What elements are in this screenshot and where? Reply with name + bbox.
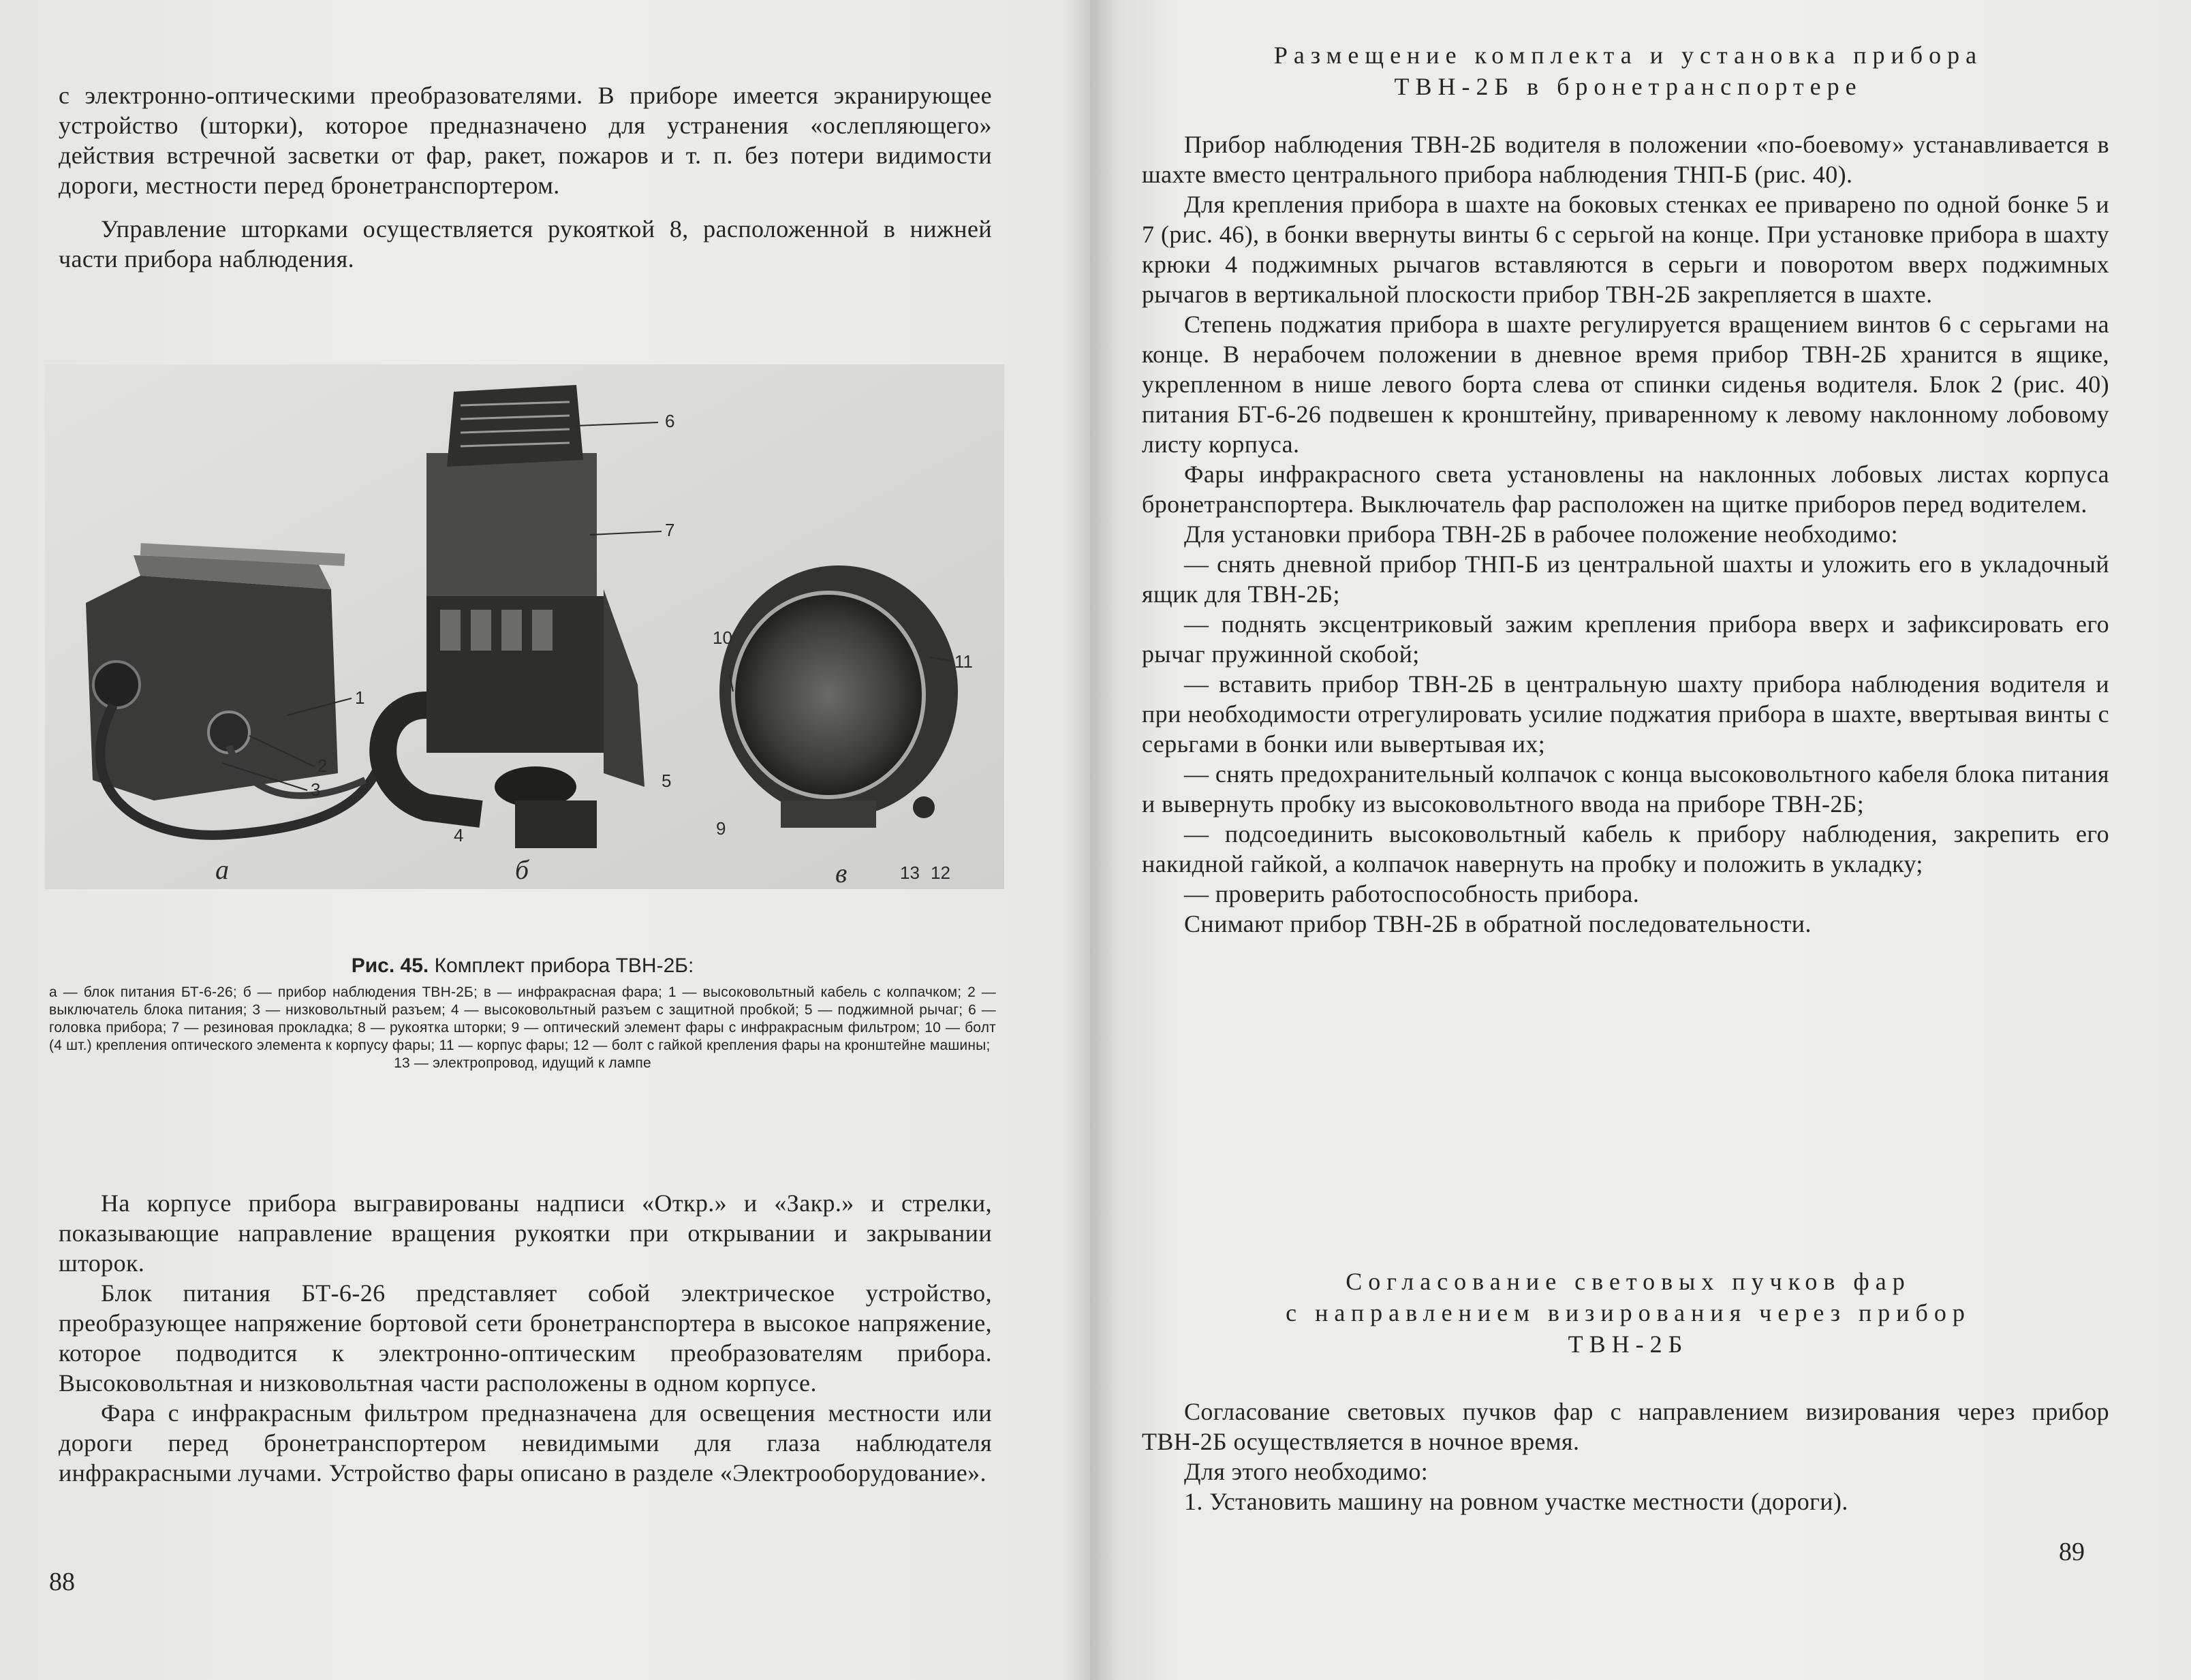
- page-number-left: 88: [49, 1568, 75, 1596]
- caption-last-line: 13 — электропровод, идущий к лампе: [394, 1055, 651, 1071]
- figure-caption: [49, 954, 996, 1072]
- caption-body: [49, 984, 996, 1072]
- left-text-bottom: [59, 1188, 992, 1488]
- callout-2: 2: [317, 756, 328, 776]
- paragraph: Для этого необходимо:: [1184, 1458, 1429, 1485]
- list-item: — подсоединить высоковольтный кабель к прибору наблюдения, закрепить его накидной гайкой, а колпачок навернуть на пробку и положить в укладку;: [1142, 820, 2109, 877]
- list-item: — проверить работоспособность прибора.: [1184, 880, 1640, 907]
- caption-prefix: Рис. 45.: [351, 954, 429, 977]
- figure-45-photo: [45, 364, 1004, 889]
- figure-illustration: [45, 364, 1004, 889]
- caption-title: [49, 954, 996, 978]
- paragraph: 1. Установить машину на ровном участке местности (дороги).: [1184, 1488, 1848, 1515]
- callout-7: 7: [665, 520, 675, 540]
- list-item: — вставить прибор ТВН-2Б в центральную шахту прибора наблюдения водителя и при необходимости отрегулировать усилие поджатия прибора в шахте, ввертывая винты с серьгами в бонки или вывертывая их;: [1142, 670, 2109, 758]
- section-heading-line: ТВН-2Б: [1568, 1331, 1689, 1358]
- paragraph: Для установки прибора ТВН-2Б в рабочее положение необходимо:: [1184, 520, 1899, 548]
- right-text-2: [1142, 1397, 2109, 1516]
- callout-11: 11: [954, 651, 973, 672]
- caption-body-text: а — блок питания БТ-6-26; б — прибор наблюдения ТВН-2Б; в — инфракрасная фара; 1 — высоковольтный кабель с колпачком; 2 — выключатель блока питания; 3 — низковольтный разъем; 4 — высоковольтный разъем с защитной пробкой; 5 — поджимной рычаг; 6 — головка прибора; 7 — резиновая прокладка; 8 — рукоятка шторки; 9 — оптический элемент фары с инфракрасным фильтром; 10 — болт (4 шт.) крепления оптического элемента к корпусу фары; 11 — корпус фары; 12 — болт с гайкой крепления фары на кронштейне машины;: [49, 984, 996, 1053]
- callout-1: 1: [355, 687, 365, 708]
- paragraph: Согласование световых пучков фар с направлением визирования через прибор ТВН-2Б осуществляется в ночное время.: [1142, 1398, 2109, 1455]
- left-page: [0, 0, 1090, 1680]
- callout-9: 9: [716, 818, 726, 839]
- section-heading-line: с направлением визирования через прибор: [1286, 1299, 1971, 1326]
- right-text-1: [1142, 129, 2109, 939]
- paragraph: Блок питания БТ-6-26 представляет собой электрическое устройство, преобразующее напряжение бортовой сети бронетранспортера в высокое напряжение, которое подводится к электронно-оптическим преобразователям прибора. Высоковольтная и низковольтная части расположены в одном корпусе.: [59, 1279, 992, 1397]
- callout-12: 12: [931, 862, 950, 883]
- paragraph: Степень поджатия прибора в шахте регулируется вращением винтов 6 с серьгами на конце. В нерабочем положении в дневное время прибор ТВН-2Б хранится в ящике, укрепленном в нише левого борта слева от спинки сиденья водителя. Блок 2 (рис. 40) питания БТ-6-26 подвешен к кронштейну, приваренному к левому наклонному лобовому листу корпуса.: [1142, 311, 2109, 458]
- paragraph: с электронно-оптическими преобразователями. В приборе имеется экранирующее устройство (шторки), которое предназначено для устранения «ослепляющего» действия встречной засветки от фар, ракет, пожаров и т. п. без потери видимости дороги, местности перед бронетранспортером.: [59, 82, 992, 199]
- list-item: — снять предохранительный колпачок с конца высоковольтного кабеля блока питания и вывернуть пробку из высоковольтного ввода на приборе ТВН-2Б;: [1142, 760, 2109, 818]
- paragraph: На корпусе прибора выгравированы надписи «Откр.» и «Закр.» и стрелки, показывающие направление вращения рукоятки при открывании и закрывании шторок.: [59, 1189, 992, 1277]
- left-text-top: [59, 80, 992, 274]
- right-page: [1090, 0, 2191, 1680]
- caption-title-text: Комплект прибора ТВН-2Б:: [434, 954, 694, 977]
- callout-5: 5: [662, 771, 672, 791]
- book-gutter-shadow: [1063, 0, 1117, 1680]
- sublabel-a: а: [215, 854, 229, 885]
- callout-13: 13: [900, 862, 920, 883]
- callout-10: 10: [713, 627, 732, 648]
- paragraph: Фары инфракрасного света установлены на наклонных лобовых листах корпуса бронетранспортера. Выключатель фар расположен на щитке приборов перед водителем.: [1142, 461, 2109, 518]
- paragraph: Для крепления прибора в шахте на боковых стенках ее приварено по одной бонке 5 и 7 (рис. 46), в бонки ввернуты винты 6 с серьгой на конце. При установке прибора в шахту крюки 4 поджимных рычагов вставляются в серьги и поворотом вверх поджимных рычагов в вертикальной плоскости прибор ТВН-2Б закрепляется в шахте.: [1142, 191, 2109, 308]
- sublabel-v: в: [835, 858, 848, 888]
- section-heading-line: Размещение комплекта и установка прибора: [1273, 42, 1983, 69]
- paragraph: Фара с инфракрасным фильтром предназначена для освещения местности или дороги перед бронетранспортером невидимыми для глаза наблюдателя инфракрасными лучами. Устройство фары описано в разделе «Электрооборудование».: [59, 1399, 992, 1487]
- sublabel-b: б: [515, 854, 529, 885]
- page-number-right: 89: [2059, 1538, 2085, 1566]
- list-item: — поднять эксцентриковый зажим крепления прибора вверх и зафиксировать его рычаг пружинной скобой;: [1142, 610, 2109, 668]
- section-heading-line: ТВН-2Б в бронетранспортере: [1394, 73, 1863, 100]
- paragraph: Управление шторками осуществляется рукояткой 8, расположенной в нижней части прибора наблюдения.: [59, 215, 992, 273]
- right-heading-1: [1138, 40, 2119, 102]
- callout-6: 6: [665, 411, 675, 431]
- paragraph: Прибор наблюдения ТВН-2Б водителя в положении «по-боевому» устанавливается в шахте вместо центрального прибора наблюдения ТНП-Б (рис. 40).: [1142, 131, 2109, 188]
- list-item: — снять дневной прибор ТНП-Б из центральной шахты и уложить его в укладочный ящик для ТВН-2Б;: [1142, 550, 2109, 608]
- right-heading-2: [1138, 1266, 2119, 1360]
- callout-8: 8: [532, 828, 542, 849]
- callout-3: 3: [311, 779, 321, 800]
- section-heading-line: Согласование световых пучков фар: [1346, 1268, 1911, 1295]
- callout-4: 4: [454, 825, 464, 845]
- paragraph: Снимают прибор ТВН-2Б в обратной последовательности.: [1184, 910, 1812, 937]
